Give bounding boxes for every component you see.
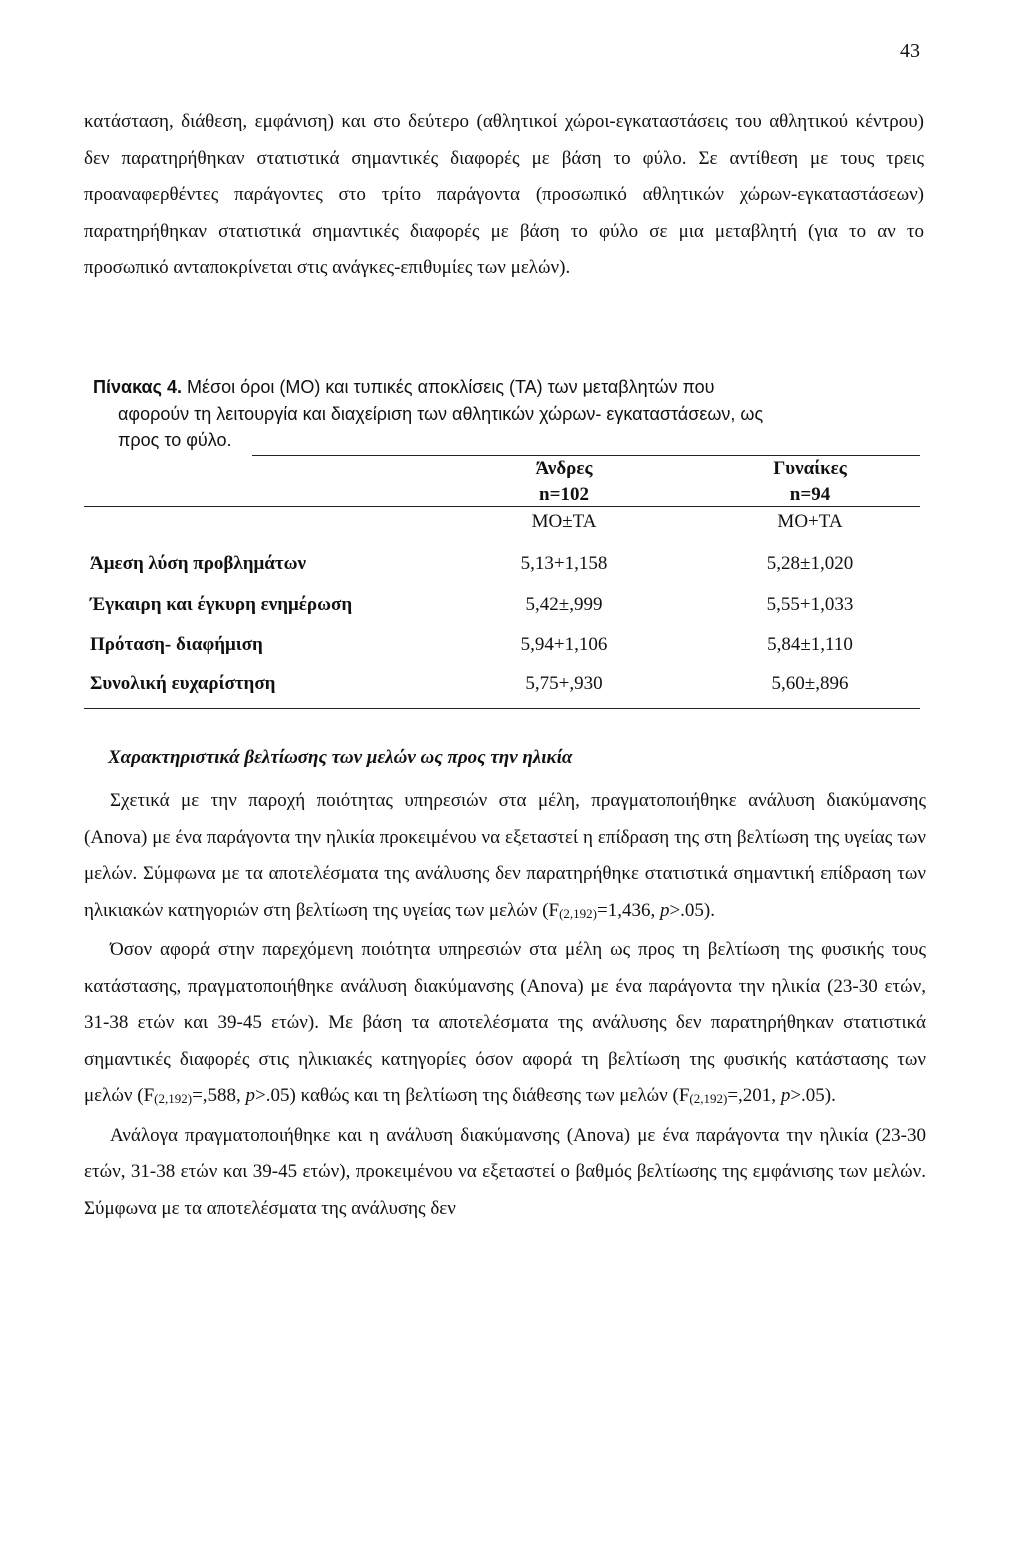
table-cell-women: 5,55+1,033 (766, 594, 854, 615)
header-men-n: n=102 (539, 484, 589, 505)
table-caption (93, 374, 893, 454)
header-men-stat: ΜΟ±ΤΑ (531, 511, 597, 532)
body-text (84, 783, 926, 1227)
header-women-group: Γυναίκες (773, 458, 847, 479)
paragraph-anova-health: Σχετικά με την παροχή ποιότητας υπηρεσιών στα μέλη, πραγματοποιήθηκε ανάλυση διακύμανσης (Anova) με ένα παράγοντα την ηλικία προκειμένου να εξεταστεί η επίδραση της στη βελτίωση της υγείας των μελών. Σύμφωνα με τα αποτελέσματα της ανάλυσης δεν παρατηρήθηκε στατιστικά σημαντική επίδραση των ηλικιακών κατηγοριών στη βελτίωση της υγείας των μελών ($F_{(2,192)}=1,436$, p>.05). (84, 790, 926, 921)
table-row-label: Άμεση λύση προβλημάτων (90, 553, 307, 574)
table-caption-label: Πίνακας 4. (93, 377, 182, 397)
table-cell-women: 5,60±,896 (771, 673, 849, 694)
table-row-label: Έγκαιρη και έγκυρη ενημέρωση (90, 594, 353, 615)
table-caption-line3: προς το φύλο. (118, 430, 232, 450)
table-cell-women: 5,84±1,110 (767, 634, 853, 655)
table-cell-men: 5,94+1,106 (520, 634, 608, 655)
table-row-label: Πρόταση- διαφήμιση (90, 634, 263, 655)
table-top-rule (252, 455, 920, 456)
table-header-rule (84, 506, 920, 507)
intro-paragraph: κατάσταση, διάθεση, εμφάνιση) και στο δεύτερο (αθλητικοί χώροι-εγκαταστάσεις του αθλητικού κέντρου) δεν παρατηρήθηκαν στατιστικά σημαντικές διαφορές με βάση το φύλο. Σε αντίθεση με τους τρεις προαναφερθέντες παράγοντες στο τρίτο παράγοντα (προσωπικό αθλητικών χώρων-εγκαταστάσεων) παρατηρήθηκαν στατιστικά σημαντικές διαφορές με βάση το φύλο σε μια μεταβλητή (για το αν το προσωπικό ανταποκρίνεται στις ανάγκες-επιθυμίες των μελών). (84, 111, 924, 278)
paragraph-anova-fitness: Όσον αφορά στην παρεχόμενη ποιότητα υπηρεσιών στα μέλη ως προς τη βελτίωση της φυσικής τους κατάστασης, πραγματοποιήθηκε ανάλυση διακύμανσης (Anova) με ένα παράγοντα την ηλικία (23-30 ετών, 31-38 ετών και 39-45 ετών). Με βάση τα αποτελέσματα της ανάλυσης δεν παρατηρήθηκαν στατιστικά σημαντικές διαφορές στις ηλικιακές κατηγορίες όσον αφορά τη βελτίωση της φυσικής κατάστασης των μελών ($F_{(2,192)}=,588$, p>.05) καθώς και τη βελτίωση της διάθεσης των μελών ($F_{(2,192)}=,201$, p>.05). (84, 939, 926, 1106)
paragraph-anova-appearance: Ανάλογα πραγματοποιήθηκε και η ανάλυση διακύμανσης (Anova) με ένα παράγοντα την ηλικία (23-30 ετών, 31-38 ετών και 39-45 ετών), προκειμένου να εξεταστεί ο βαθμός βελτίωσης της εμφάνισης των μελών. Σύμφωνα με τα αποτελέσματα της ανάλυσης δεν (84, 1124, 926, 1219)
header-men-group: Άνδρες (535, 458, 593, 479)
header-women-n: n=94 (789, 484, 831, 505)
header-women-stat: ΜΟ+ΤΑ (777, 511, 843, 532)
table-row-label: Συνολική ευχαρίστηση (90, 673, 276, 694)
table-cell-men: 5,13+1,158 (520, 553, 608, 574)
section-heading: Χαρακτηριστικά βελτίωσης των μελών ως προς την ηλικία (108, 747, 573, 768)
table-caption-line1: Μέσοι όροι (ΜΟ) και τυπικές αποκλίσεις (ΤΑ) των μεταβλητών που (181, 377, 715, 397)
table-cell-men: 5,42±,999 (525, 594, 603, 615)
table-bottom-rule (84, 708, 920, 709)
page-number: 43 (900, 40, 920, 62)
table-cell-women: 5,28±1,020 (766, 553, 854, 574)
table-cell-men: 5,75+,930 (525, 673, 603, 694)
table-caption-line2: αφορούν τη λειτουργία και διαχείριση των αθλητικών χώρων- εγκαταστάσεων, ως (118, 403, 764, 424)
